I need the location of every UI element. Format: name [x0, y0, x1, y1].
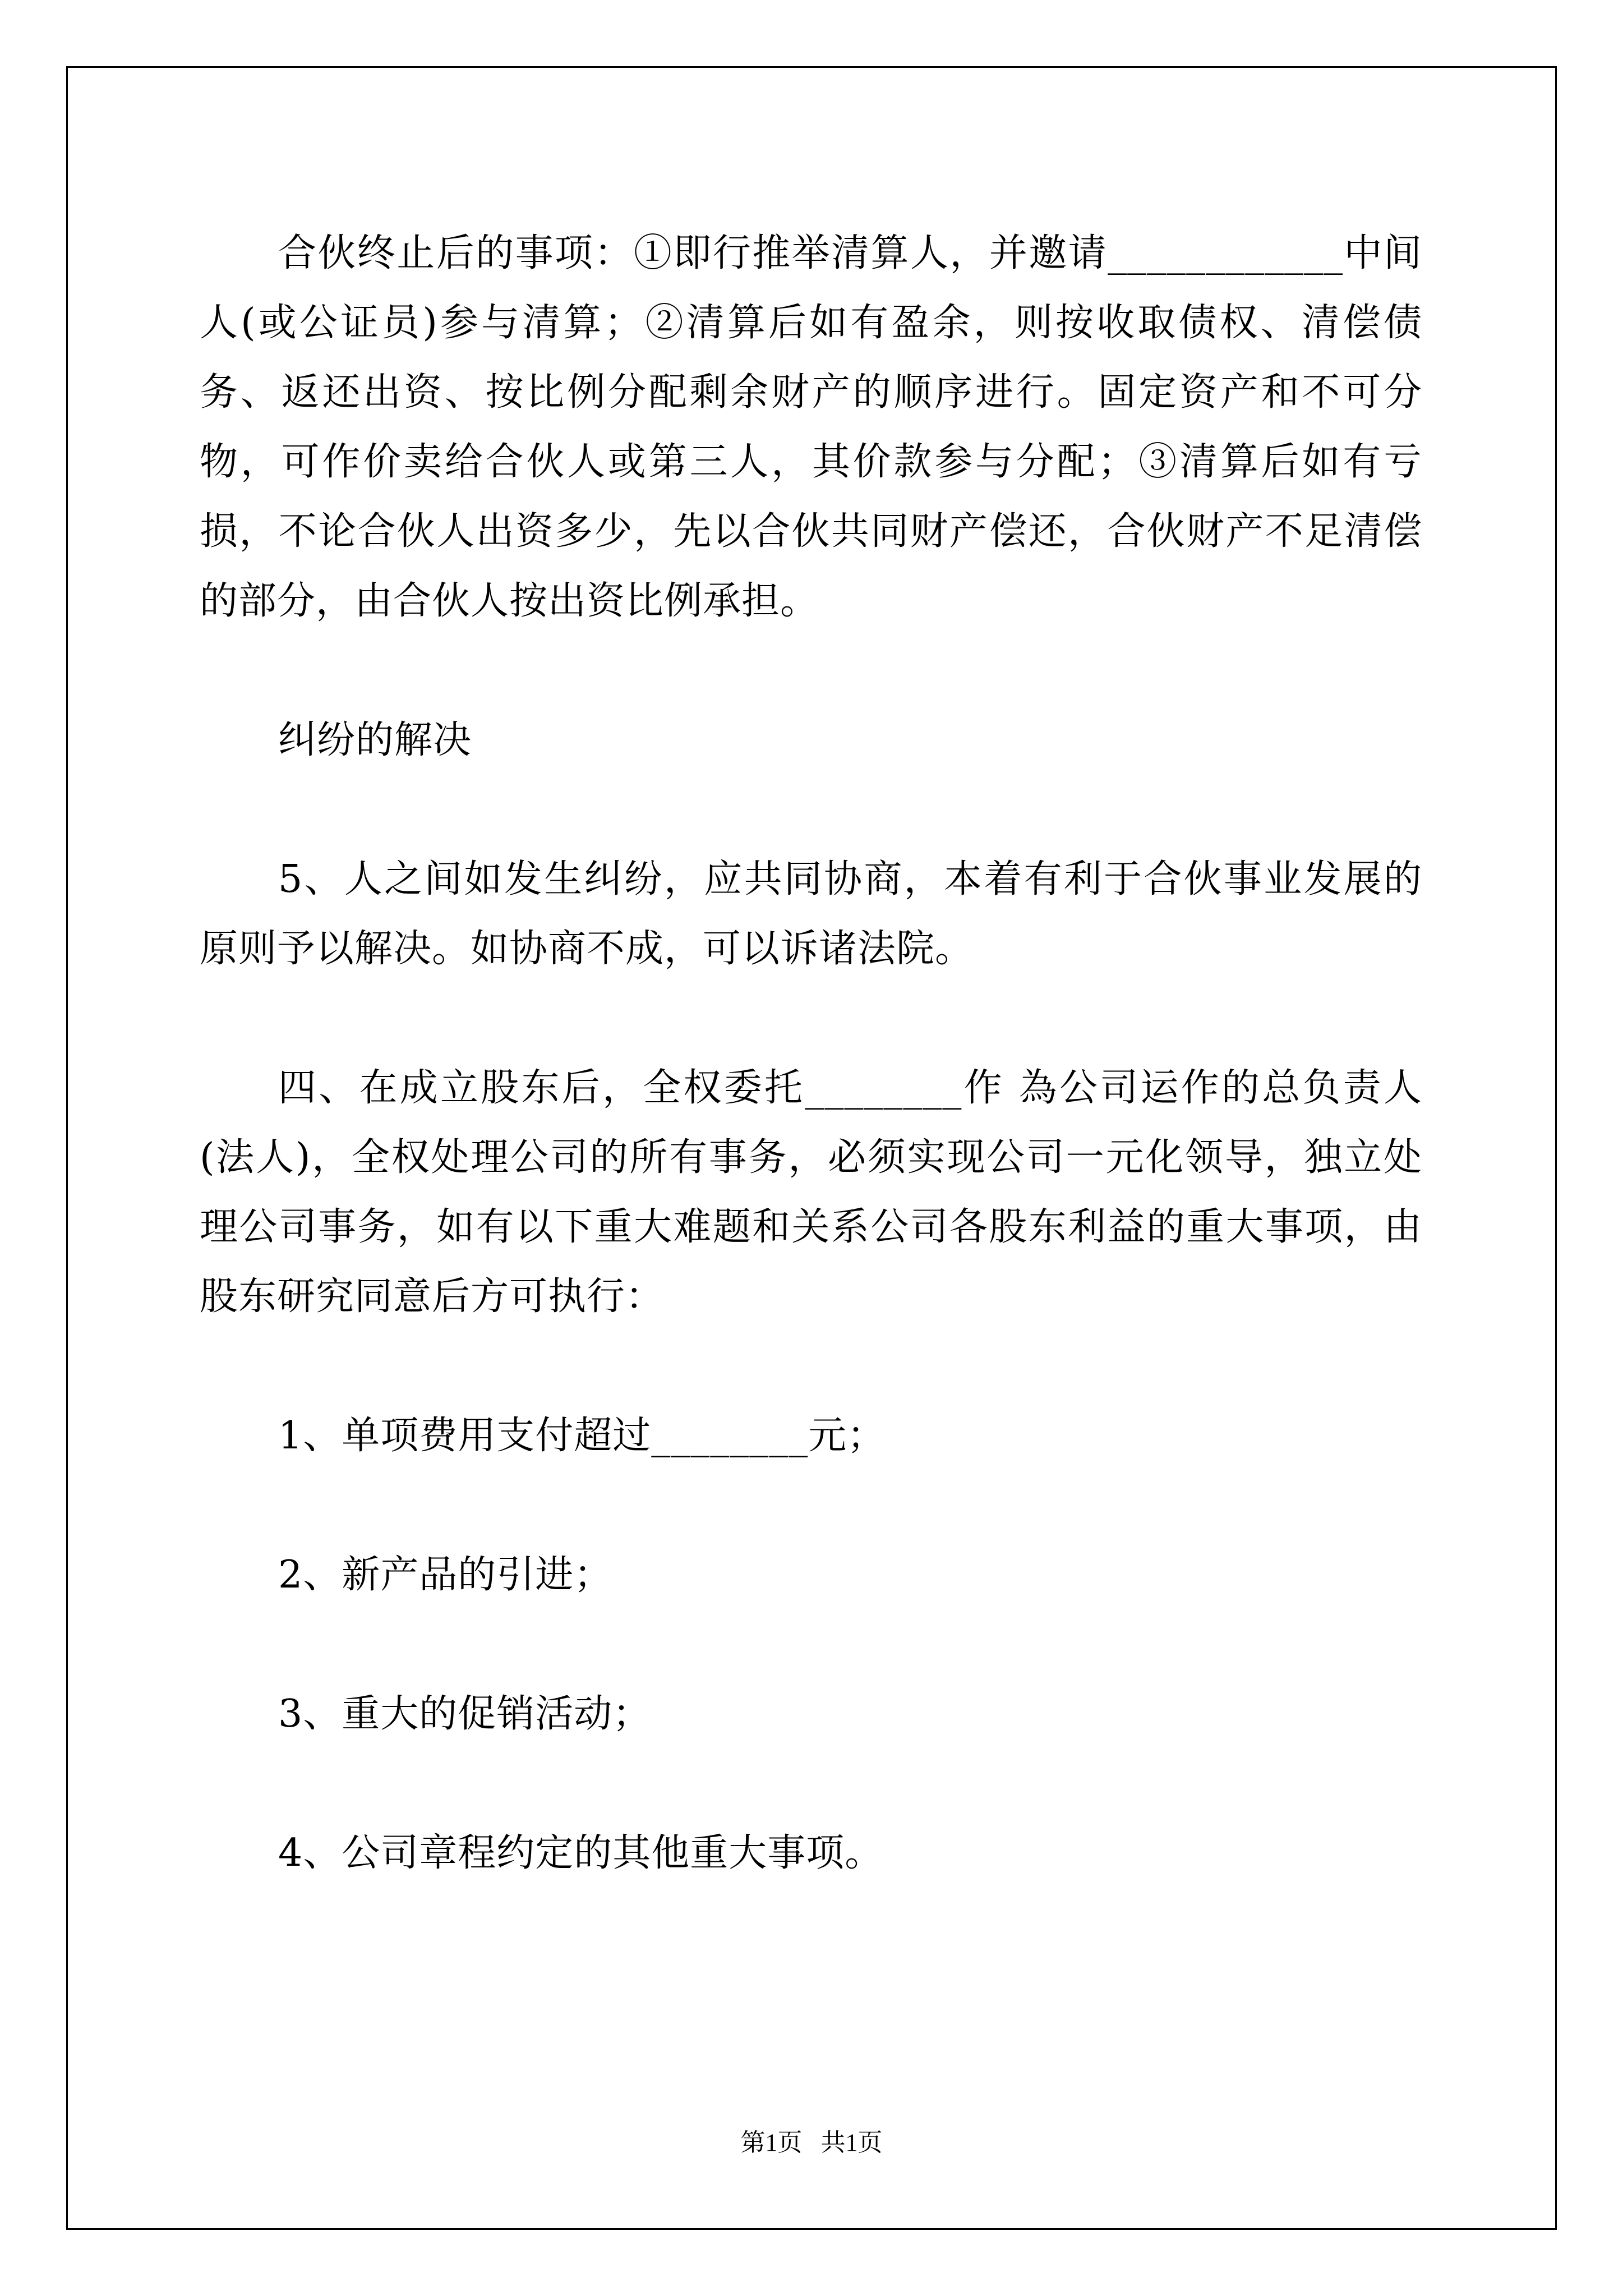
- document-body: [200, 219, 1422, 1888]
- page-number-footer: 第1页 共1页: [740, 2129, 883, 2156]
- paragraph-authorization: 四、在成立股东后，全权委托________作 為公司运作的总负责人(法人)，全权处理公司的所有事务，必须实现公司一元化领导，独立处理公司事务，如有以下重大难题和关系公司各股东利益的重大事项，由股东研究同意后方可执行：: [200, 1066, 1422, 1319]
- paragraph-liquidation: 合伙终止后的事项：①即行推举清算人，并邀请____________中间人(或公证员)参与清算；②清算后如有盈余，则按收取债权、清偿债务、返还出资、按比例分配剩余财产的顺序进行。固定资产和不可分物，可作价卖给合伙人或第三人，其价款参与分配；③清算后如有亏损，不论合伙人出资多少，先以合伙共同财产偿还，合伙财产不足清偿的部分，由合伙人按出资比例承担。: [200, 231, 1422, 623]
- list-item-new-products: 2、新产品的引进；: [278, 1553, 613, 1597]
- list-item-promotions: 3、重大的促销活动；: [278, 1692, 652, 1736]
- paragraph-dispute-resolution: 5、人之间如发生纠纷，应共同协商，本着有利于合伙事业发展的原则予以解决。如协商不成，可以诉诸法院。: [200, 857, 1422, 971]
- paragraph-dispute-heading: 纠纷的解决: [278, 718, 472, 762]
- list-item-expense-limit: 1、单项费用支付超过________元；: [278, 1414, 886, 1458]
- list-item-other-matters: 4、公司章程约定的其他重大事项。: [278, 1831, 884, 1875]
